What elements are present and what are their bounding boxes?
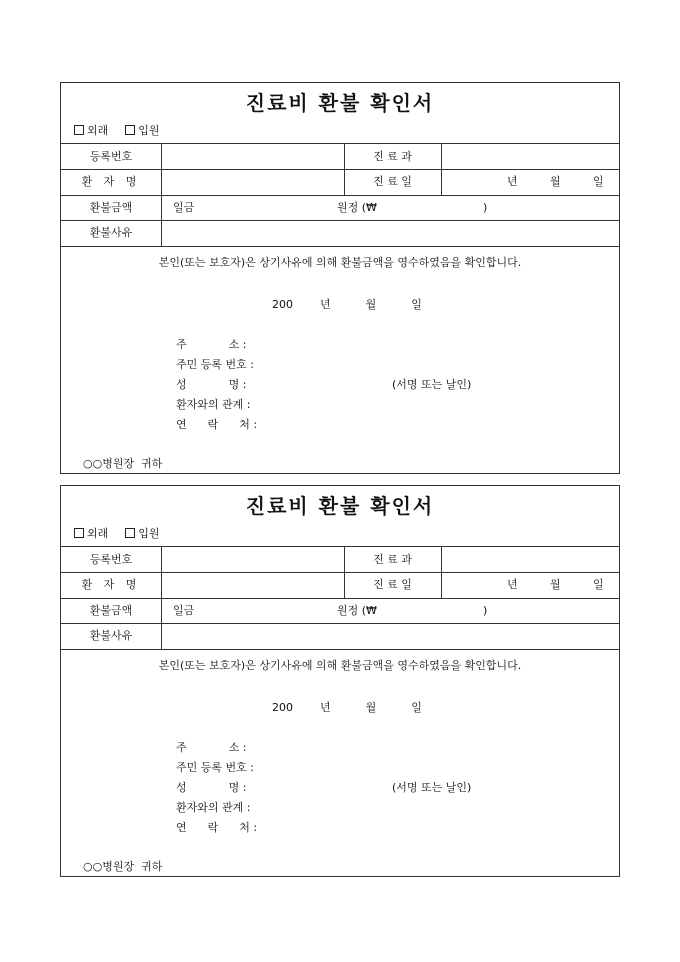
info-table [61,546,619,649]
patient-name-field[interactable] [162,169,344,194]
reg-no-field[interactable] [162,547,344,572]
date-day-unit: 일 [411,298,422,311]
amount-prefix: 일금 [173,201,195,214]
visit-day-unit: 일 [593,578,604,591]
inpatient-label: 입원 [138,124,160,137]
address-label: 주 소 : [176,338,247,351]
visit-month-unit: 월 [550,175,561,188]
confirmation-statement: 본인(또는 보호자)은 상기사유에 의해 환불금액을 영수하였음을 확인합니다. [158,659,522,672]
inpatient-checkbox[interactable] [125,125,135,135]
amount-suffix: 원정 (₩ [337,201,377,214]
refund-reason-label: 환불사유 [89,629,133,642]
amount-close: ) [483,604,488,617]
date-month-unit: 월 [365,298,377,311]
resident-no-field[interactable] [176,758,276,778]
refund-confirmation-form [60,82,620,474]
inpatient-checkbox[interactable] [125,528,135,538]
resident-no-label: 주민 등록 번호 : [176,761,254,774]
refund-amount-label: 환불금액 [89,604,133,617]
dept-label: 진 료 과 [373,553,412,566]
relationship-field[interactable] [176,798,276,818]
date-year-unit: 년 [320,298,331,311]
date-line [272,699,422,715]
name-label: 성 명 : [176,781,247,794]
date-month-unit: 월 [365,701,377,714]
refund-reason-label: 환불사유 [89,226,133,239]
outpatient-checkbox[interactable] [74,125,84,135]
signature-note: (서명 또는 날인) [392,781,472,794]
date-year: 200 [272,298,293,311]
signature-note: (서명 또는 날인) [392,378,472,391]
form-title: 진료비 환불 확인서 [245,91,435,115]
refund-confirmation-form [60,485,620,877]
address-field[interactable] [176,738,276,758]
visit-type-options [74,122,160,138]
address-field[interactable] [176,335,276,355]
visit-type-options [74,525,160,541]
resident-no-label: 주민 등록 번호 : [176,358,254,371]
name-field[interactable] [176,778,472,798]
visit-date-label: 진 료 일 [373,175,412,188]
relationship-label: 환자와의 관계 : [176,801,251,814]
name-field[interactable] [176,375,472,395]
date-line [272,296,422,312]
date-year-unit: 년 [320,701,331,714]
outpatient-checkbox[interactable] [74,528,84,538]
outpatient-label: 외래 [87,527,109,540]
outpatient-label: 외래 [87,124,109,137]
contact-field[interactable] [176,818,276,838]
confirmation-statement: 본인(또는 보호자)은 상기사유에 의해 환불금액을 영수하였음을 확인합니다. [158,256,522,269]
date-day-unit: 일 [411,701,422,714]
amount-close: ) [483,201,488,214]
visit-year-unit: 년 [507,175,518,188]
resident-no-field[interactable] [176,355,276,375]
reg-no-label: 등록번호 [89,150,133,163]
contact-label: 연 락 처 : [176,821,258,834]
visit-year-unit: 년 [507,578,518,591]
signer-fields [176,738,472,838]
patient-name-label: 환 자 명 [81,578,141,591]
refund-reason-field[interactable] [162,220,620,245]
contact-label: 연 락 처 : [176,418,258,431]
visit-day-unit: 일 [593,175,604,188]
info-table [61,143,619,246]
amount-prefix: 일금 [173,604,195,617]
refund-amount-label: 환불금액 [89,201,133,214]
form-title: 진료비 환불 확인서 [245,494,435,518]
patient-name-label: 환 자 명 [81,175,141,188]
visit-month-unit: 월 [550,578,561,591]
address-label: 주 소 : [176,741,247,754]
reg-no-label: 등록번호 [89,553,133,566]
relationship-field[interactable] [176,395,276,415]
visit-date-label: 진 료 일 [373,578,412,591]
dept-label: 진 료 과 [373,150,412,163]
refund-reason-field[interactable] [162,623,620,648]
date-year: 200 [272,701,293,714]
inpatient-label: 입원 [138,527,160,540]
dept-field[interactable] [442,547,620,572]
dept-field[interactable] [442,144,620,169]
relationship-label: 환자와의 관계 : [176,398,251,411]
reg-no-field[interactable] [162,144,344,169]
contact-field[interactable] [176,415,276,435]
name-label: 성 명 : [176,378,247,391]
patient-name-field[interactable] [162,572,344,597]
addressee: ○○병원장 귀하 [83,457,163,470]
amount-suffix: 원정 (₩ [337,604,377,617]
signer-fields [176,335,472,435]
addressee: ○○병원장 귀하 [83,860,163,873]
